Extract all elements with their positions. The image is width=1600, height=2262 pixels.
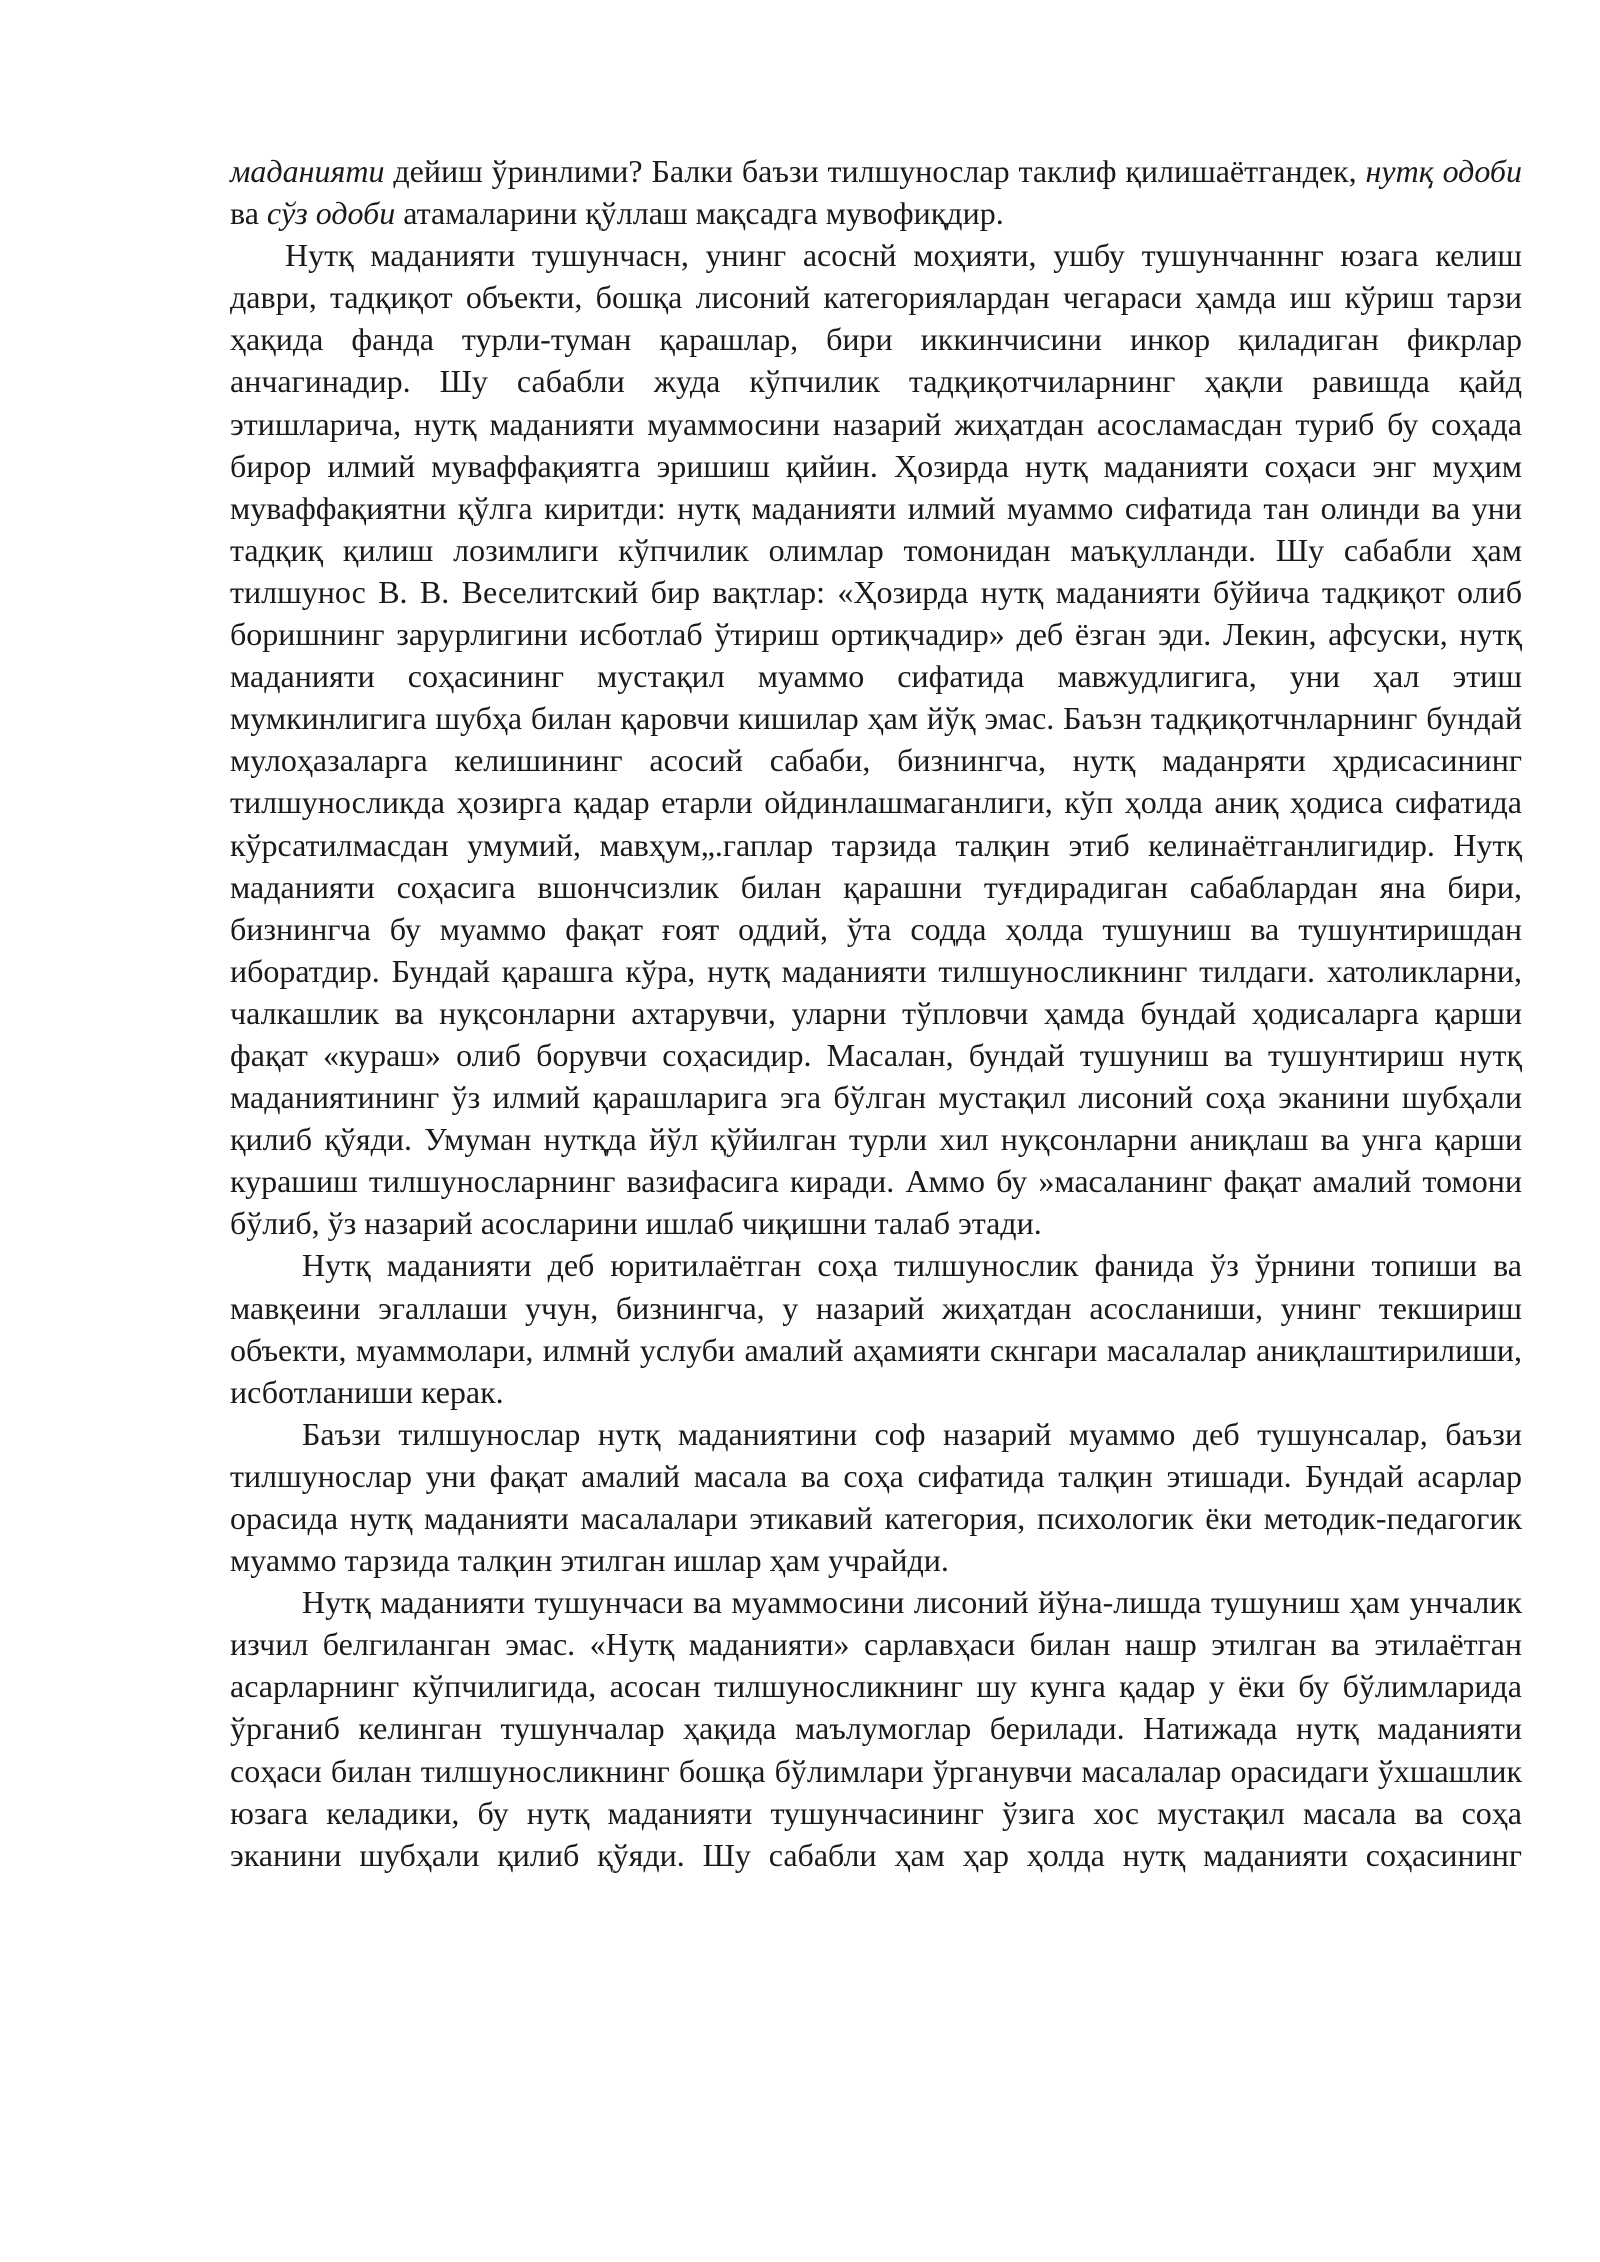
text-run: дейиш ўринлими? Балки баъзи тилшунослар таклиф қилишаётгандек, — [384, 153, 1366, 189]
paragraph-1 — [230, 150, 1522, 234]
text-run: атамаларини қўллаш мақсадга мувофиқдир. — [395, 195, 1004, 232]
paragraph-2: Нутқ маданияти тушунчасн, унинг асоснй моҳияти, ушбу тушунчанннг юзага келиш даври, тадқиқот объекти, бошқа лисоний категориялардан чегараси ҳамда иш кўриш тарзи ҳақида фанда турли-туман қарашлар, бири иккинчисини инкор қиладиган фикрлар анчагинадир. Шу сабабли жуда кўпчилик тадқиқотчиларнинг ҳақли равишда қайд этишларича, нутқ маданияти муаммосини назарий жиҳатдан асосламасдан туриб бу соҳада бирор илмий муваффақиятга эришиш қийин. Ҳозирда нутқ маданияти соҳаси энг муҳим муваффақиятни қўлга киритди: нутқ маданияти илмий муаммо сифатида тан олинди ва уни тадқиқ қилиш лозимлиги кўпчилик олимлар томонидан маъқулланди. Шу сабабли ҳам тилшунос В. В. Веселитский бир вақтлар: «Ҳозирда нутқ маданияти бўйича тадқиқот олиб боришнинг зарурлигини исботлаб ўтириш ортиқчадир» деб ёзган эди. Лекин, афсуски, нутқ маданияти соҳасининг мустақил муаммо сифатида мавжудлигига, уни ҳал этиш мумкинлигига шубҳа билан қаровчи кишилар ҳам йўқ эмас. Баъзн тадқиқотчнларнинг бундай мулоҳазаларга келишининг асосий сабаби, бизнингча, нутқ маданряти ҳрдисасининг тилшуносликда ҳозирга қадар етарли ойдинлашмаганлиги, кўп ҳолда аниқ ҳодиса сифатида кўрсатилмасдан умумий, мавҳум„.гаплар тарзида талқин этиб келинаётганлигидир. Нутқ маданияти соҳасига вшончсизлик билан қарашни туғдирадиган сабаблардан яна бири, бизнингча бу муаммо фақат ғоят оддий, ўта содда ҳолда тушуниш ва тушунтиришдан иборатдир. Бундай қарашга кўра, нутқ маданияти тилшуносликнинг тилдаги. хатоликларни, чалкашлик ва нуқсонларни ахтарувчи, уларни тўпловчи ҳамда бундай ҳодисаларга қарши фақат «кураш» олиб борувчи соҳасидир. Масалан, бундай тушуниш ва тушунтириш нутқ маданиятининг ўз илмий қарашларига эга бўлган мустақил лисоний соҳа эканини шубҳали қилиб қўяди. Умуман нутқда йўл қўйилган турли хил нуқсонларни аниқлаш ва унга қарши курашиш тилшуносларнинг вазифасига киради. Аммо бу »масаланинг фақат амалий томони бўлиб, ўз назарий асосларини ишлаб чиқишни талаб этади. — [230, 237, 1522, 1242]
paragraph-4: Баъзи тилшунослар нутқ маданиятини соф назарий муаммо деб тушунсалар, баъзи тилшунослар уни фақат амалий масала ва соҳа сифатида талқин этишади. Бундай асарлар орасида нутқ маданияти масалалари этикавий категория, психологик ёки методик-педагогик муаммо тарзида талқин этилган ишлар ҳам учрайди. — [230, 1415, 1522, 1579]
paragraph-5: Нутқ маданияти тушунчаси ва муаммосини лисоний йўна-лишда тушуниш ҳам унчалик изчил белгиланган эмас. «Нутқ маданияти» сарлавҳаси билан нашр этилган ва этилаётган асарларнинг кўпчилигида, асосан тилшуносликнинг шу кунга қадар у ёки бу бўлимларида ўрганиб келинган тушунчалар ҳақида маълумоглар берилади. Натижада нутқ маданияти соҳаси билан тилшуносликнинг бошқа бўлимлари ўрганувчи масалалар орасидаги ўхшашлик юзага келадики, бу нутқ маданияти тушунчасининг ўзига хос мустақил масала ва соҳа эканини шубҳали қилиб қўяди. Шу сабабли ҳам ҳар ҳолда нутқ маданияти соҳасининг — [230, 1584, 1522, 1873]
italic-term: нутқ одоби — [1365, 153, 1523, 189]
paragraph-3: Нутқ маданияти деб юритилаётган соҳа тилшунослик фанида ўз ўрнини топиши ва мавқеини эгаллаши учун, бизнингча, у назарий жиҳатдан асосланиши, унинг текшириш объекти, муаммолари, илмнй услуби амалий аҳамияти скнгари масалалар аниқлаштирилиши, исботланиши керак. — [230, 1247, 1522, 1410]
italic-term: сўз одоби — [266, 195, 396, 232]
text-run: ва — [230, 195, 267, 232]
document-page — [230, 150, 1522, 1876]
italic-term: маданияти — [230, 153, 385, 189]
